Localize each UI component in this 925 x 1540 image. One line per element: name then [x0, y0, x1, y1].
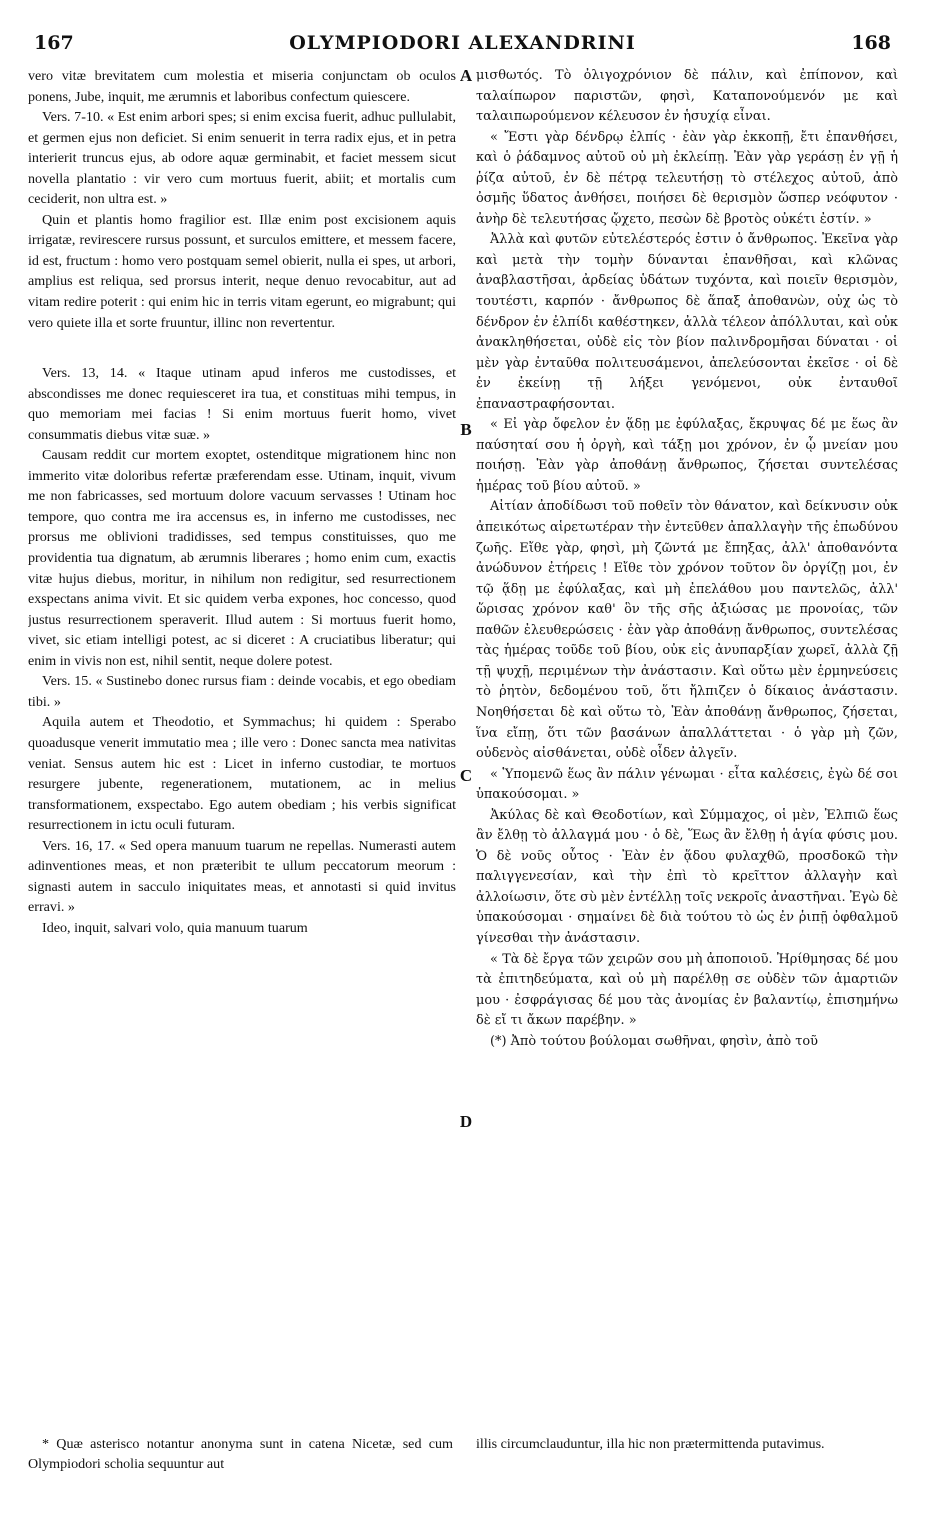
latin-paragraph: Quin et plantis homo fragilior est. Illæ enim post excisionem aquis irrigatæ, revirescere rursus possunt, et surculos emittere, et messem facere, id est, fructum : homo vero postquam semel obierit, nulla ei spes, ut arbori, amplius est reliqua, sed prorsus interit, neque denuo revocabitur, aut ad vitam redire poterit : qui enim hic in terris vitam egerunt, eo migrabunt; qui vero quiete illa et sorte fruuntur, illinc non revertentur. — [28, 211, 456, 331]
latin-verse: Vers. 16, 17. « Sed opera manuum tuarum ne repellas. Numerasti autem adinventiones meas, et non præteribit te ullum peccatorum meorum : signasti autem in sacculo iniquitates meas, et annotasti si quid invitus erravi. » — [28, 837, 456, 916]
latin-paragraph: Causam reddit cur mortem exoptet, ostenditque migrationem hinc non immerito vitæ doloribus refertæ præferendam esse. Utinam, inquit, vivum me non fabricasses, sed mortuum dolore vacuum servasses ! Utinam hoc tempore, quo contra me ira accensus es, in inferno me custodisses, nec prorsus me oblivioni tradidisses, sed tempus constituisses, quo me providentia tua dignatum, ab ærumnis liberares ; homo enim cum, exactis vitæ hujus diebus, moritur, in nihilum non redigitur, sed resurrectionem exspectans anima vivit. Et sic quidem verba expones, hoc concesso, quod justus resurrectionem speraverit. Illud autem : Si mortuus fuerit homo, vivet, sic etiam intelligi potest, ac si diceret : A cruciatibus liberatur; qui enim in vivis non est, nihil sentit, neque dolere potest. — [28, 447, 456, 669]
footnote-text: illis circumclauduntur, illa hic non prætermittenda putavimus. — [476, 1436, 825, 1452]
latin-column — [28, 66, 456, 1426]
latin-paragraph: vero vitæ brevitatem cum molestia et miseria conjunctam ob oculos ponens, Jube, inquit, me ærumnis et laboribus confectum quiescere. — [28, 68, 456, 105]
page-number-right: 168 — [851, 32, 891, 54]
running-title: OLYMPIODORI ALEXANDRINI — [289, 32, 636, 54]
greek-paragraph: Ἀκύλας δὲ καὶ Θεοδοτίων, καὶ Σύμμαχος, οἱ μὲν, Ἐλπιῶ ἕως ἂν ἔλθῃ τὸ ἀλλαγμά μου · ὁ δὲ, Ἕως ἂν ἔλθῃ ἡ ἁγία φύσις μου. Ὁ δὲ νοῦς οὗτος · Ἐὰν ἐν ᾅδου φυλαχθῶ, προσδοκῶ τὴν παλιγγενεσίαν, καὶ τὴν ἐπὶ τὸ κρεῖττον ἀλλαγὴν καὶ ἀλλοίωσιν, ὅτε σὺ μὲν ἐντέλλῃ τοῖς νεκροῖς ἀναστῆναι. Ἐγὼ δὲ ὑπακούσομαι · σημαίνει δὲ διὰ τούτου τὸ ὡς ἐν ῥιπῇ ὀφθαλμοῦ γίνεσθαι τὴν ἀνάστασιν. — [476, 807, 898, 946]
greek-paragraph: Αἰτίαν ἀποδίδωσι τοῦ ποθεῖν τὸν θάνατον, καὶ δείκνυσιν οὐκ ἀπεικότως αἱρετωτέραν τὴν ἐντεῦθεν ἀπαλλαγὴν τῆς ἐπωδύνου ζωῆς. Εἴθε γὰρ, φησὶ, μὴ ζῶντά με ἔπηξας, ἀλλ' ἀποθανόντα ἀνώδυνον ἐτήρεις ! Εἴθε τὸν χρόνον τοῦτον ὃν ὀργίζῃ μοι, ἐν τῷ ᾅδῃ με ἐφύλαξας, καὶ μὴ ἐπελάθου μου παντελῶς, ἀλλ' ὥρισας χρόνον καθ' ὃν τῆς σῆς ἀξιώσας με προνοίας, τῶν παθῶν ἐλευθερώσεις · ἐὰν γὰρ ἀποθάνῃ ἄνθρωπος, συντελέσας τὰς ἡμέρας τοῦδε τοῦ βίου, οὐκ εἰς ἀνυπαρξίαν χωρεῖ, ἀλλὰ ζῇ τῇ ψυχῇ, περιμένων τὴν ἀνάστασιν. Καὶ οὕτω μὲν ἑρμηνεύσεις τὸ ῥητὸν, δεδομένου τοῦ, ὅτι ἤλπιζεν ὁ δίκαιος ἀνάστασιν. Νοηθήσεται δὲ καὶ οὕτω τὸ, Ἐὰν ἀποθάνῃ ἄνθρωπος, ζήσεται, ἵνα εἴπῃ, ὅτι τῶν βασάνων ἀπαλλάττεται · ὁ γὰρ μὴ ζῶν, οὐδενὸς αἰσθάνεται, οὐδὲ οἶδεν ἀλγεῖν. — [476, 499, 898, 762]
greek-verse: « Τὰ δὲ ἔργα τῶν χειρῶν σου μὴ ἀποποιοῦ. Ἠρίθμησας δέ μου τὰ ἐπιτηδεύματα, καὶ οὐ μὴ παρέλθῃ σε οὐδὲν τῶν ἁμαρτιῶν μου · ἐσφράγισας δέ μου τὰς ἀνομίας ἐν βαλαντίῳ, ἐπισημήνω δὲ εἴ τι ἄκων παρέβην. » — [476, 951, 898, 1029]
latin-paragraph: Ideo, inquit, salvari volo, quia manuum tuarum — [42, 919, 308, 936]
page-number-left: 167 — [34, 32, 74, 54]
margin-mark-a: A — [459, 66, 473, 85]
latin-verse: Vers. 15. « Sustinebo donec rursus fiam : deinde vocabis, et ego obediam tibi. » — [28, 673, 456, 710]
greek-verse: « Ἔστι γὰρ δένδρῳ ἐλπίς · ἐὰν γὰρ ἐκκοπῇ, ἔτι ἐπανθήσει, καὶ ὁ ῥάδαμνος αὐτοῦ οὐ μὴ ἐκλείπῃ. Ἐὰν γὰρ γεράσῃ ἐν γῇ ἡ ῥίζα αὐτοῦ, ἐν δὲ πέτρᾳ τελευτήσῃ τὸ στέλεχος αὐτοῦ, ἀπὸ ὀσμῆς ὕδατος ἀνθήσει, ποιήσει δὲ θερισμὸν ὥσπερ νεόφυτον · ἀνὴρ δὲ τελευτήσας ᾤχετο, πεσὼν δὲ βροτὸς οὐκέτι ἐστίν. » — [476, 129, 898, 227]
footnote-right — [476, 1434, 898, 1454]
latin-verse: Vers. 7-10. « Est enim arbori spes; si enim excisa fuerit, adhuc pullulabit, et germen ejus non deficiet. Si enim senuerit in terra radix ejus, et in petra interierit truncus ejus, ab odore aquæ germinabit, et faciet messem sicut novella plantatio : vir vero cum mortuus fuerit, abiit; et mortalis cum ceciderit, non ultra est. » — [28, 109, 456, 208]
greek-paragraph: μισθωτός. Τὸ ὀλιγοχρόνιον δὲ πάλιν, καὶ ἐπίπονον, καὶ ταλαίπωρον παριστῶν, φησὶ, Καταπονούμενόν με καὶ ταλαιπωρούμενον κέλευσον ἐν ἡσυχίᾳ εἶναι. — [476, 68, 898, 125]
greek-paragraph: (*) Ἀπὸ τούτου βούλομαι σωθῆναι, φησὶν, ἀπὸ τοῦ — [490, 1033, 818, 1049]
margin-mark-c: C — [459, 766, 473, 785]
greek-column — [476, 66, 898, 1426]
greek-paragraph: Ἀλλὰ καὶ φυτῶν εὐτελέστερός ἐστιν ὁ ἄνθρωπος. Ἐκεῖνα γὰρ καὶ μετὰ τὴν τομὴν δύνανται ἐπανθῆσαι, καὶ κλῶνας ἀναβλαστῆσαι, ἀρδείας ὑδάτων τυχόντα, καὶ ποιεῖν θερισμὸν, τουτέστι, καρπόν · ἄνθρωπος δὲ ἅπαξ ἀποθανὼν, οὐχ ὡς τὸ δένδρον ἐν ἐλπίδι καθέστηκεν, ἀλλὰ τέλεον ἀπόλλυται, καὶ οὐκ ἀνακληθήσεται, οὐδὲ εἰς τὸν βίον παλινδρομῆσαι δύναται · οἱ μὲν γὰρ ἐνταῦθα πολιτευσάμενοι, ἀπελεύσονται ἐκεῖσε · οἱ δὲ ἐν ἐκείνῃ τῇ λήξει γενόμενοι, οὐκ ἐνταυθοῖ ἐπαναστραφήσονται. — [476, 232, 898, 412]
running-header — [28, 30, 897, 60]
footnote-left — [28, 1434, 453, 1474]
latin-verse: Vers. 13, 14. « Itaque utinam apud inferos me custodisses, et abscondisses me donec requiesceret ira tua, et constituas mihi tempus, in quo memoriam mei facias ! Si enim mortuus fuerit homo, vivet consummatis diebus vitæ suæ. » — [28, 365, 456, 443]
greek-verse: « Εἰ γὰρ ὄφελον ἐν ᾅδῃ με ἐφύλαξας, ἔκρυψας δέ με ἕως ἂν παύσηταί σου ἡ ὀργὴ, καὶ τάξῃ μοι χρόνον, ἐν ᾧ μνείαν μου ποιήσῃ. Ἐὰν γὰρ ἀποθάνῃ ἄνθρωπος, ζήσεται συντελέσας ἡμέρας τοῦ βίου αὐτοῦ. » — [476, 417, 898, 494]
margin-mark-d: D — [459, 1112, 473, 1131]
margin-mark-b: B — [460, 420, 472, 439]
latin-paragraph: Aquila autem et Theodotio, et Symmachus; hi quidem : Sperabo quoadusque venerit immutatio mea ; ille vero : Donec sancta mea nativitas veniat. Sensus autem hic est : Licet in inferno custodiar, te mortuos resurgere jubente, regenerationem, mutationem, ac in melius transformationem, exspectabo. Ego autem obediam ; his verbis significat resurrectionem in ictu oculi futuram. — [28, 714, 456, 834]
greek-verse: « Ὑπομενῶ ἕως ἂν πάλιν γένωμαι · εἶτα καλέσεις, ἐγὼ δέ σοι ὑπακούσομαι. » — [476, 766, 898, 803]
footnote-text: * Quæ asterisco notantur anonyma sunt in catena Nicetæ, sed cum Olympiodori scholia sequuntur aut — [28, 1436, 453, 1472]
